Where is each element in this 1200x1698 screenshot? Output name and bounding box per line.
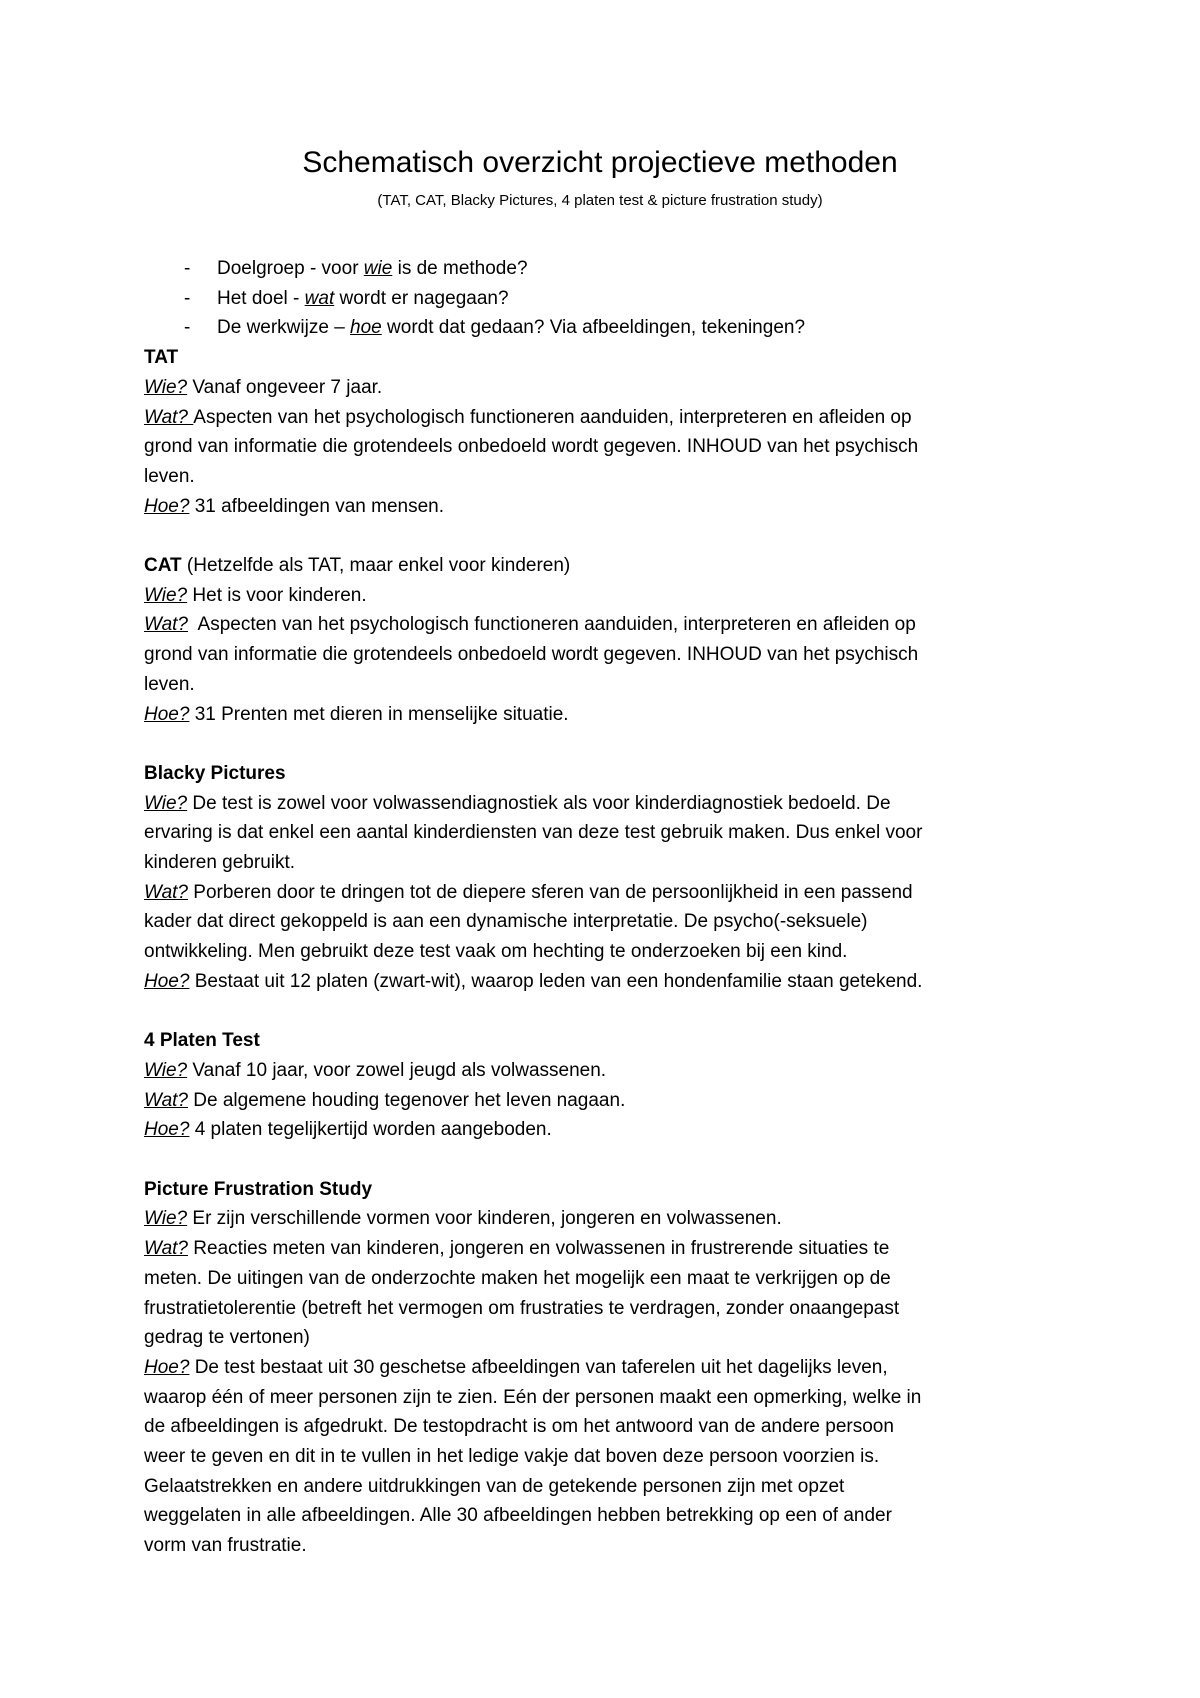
wie-label: Wie? [144, 792, 188, 814]
wie-text: Het is voor kinderen. [187, 584, 367, 606]
hoe-label: Hoe? [144, 495, 190, 517]
hoe-label: Hoe? [144, 1119, 190, 1141]
hoe-text: 4 platen tegelijkertijd worden aangeboden. [189, 1119, 552, 1141]
hoe-label: Hoe? [144, 703, 190, 725]
hoe-text: 31 afbeeldingen van mensen. [189, 495, 445, 517]
wat-line [144, 1086, 1084, 1116]
document-subtitle: (TAT, CAT, Blacky Pictures, 4 platen test & picture frustration study) [377, 192, 823, 209]
wat-line [144, 610, 1084, 640]
hoe-line [144, 700, 1084, 730]
wie-line: kinderen gebruikt. [144, 852, 296, 874]
section-tat [144, 343, 1084, 521]
wat-line: gedrag te vertonen) [144, 1327, 310, 1349]
wie-text: Er zijn verschillende vormen voor kinderen, jongeren en volwassenen. [187, 1208, 782, 1230]
question-text: De werkwijze – [217, 317, 351, 339]
hoe-line: vorm van frustratie. [144, 1535, 307, 1557]
wat-label: Wat? [144, 881, 189, 903]
document-body [144, 254, 1084, 1561]
wat-line: frustratietolerentie (betreft het vermogen om frustraties te verdragen, zonder onaangepast [144, 1297, 900, 1319]
wat-label: Wat? [144, 406, 194, 428]
hoe-line [144, 492, 1084, 522]
hoe-label: Hoe? [144, 970, 190, 992]
wat-text: Aspecten van het psychologisch functioneren aanduiden, interpreteren en afleiden op [193, 406, 912, 428]
list-dash: - [184, 287, 191, 309]
hoe-line: de afbeeldingen is afgedrukt. De testopdracht is om het antwoord van de andere persoon [144, 1416, 894, 1438]
section-heading-note: (Hetzelfde als TAT, maar enkel voor kinderen) [181, 555, 571, 577]
wat-line: kader dat direct gekoppeld is aan een dynamische interpretatie. De psycho(-seksuele) [144, 911, 868, 933]
question-text: is de methode? [392, 258, 528, 279]
blank-line [144, 729, 1084, 759]
blank-line [144, 997, 1084, 1027]
wie-line [144, 789, 1084, 819]
wie-label: Wie? [144, 584, 188, 606]
wat-text: De algemene houding tegenover het leven nagaan. [188, 1089, 626, 1111]
hoe-label: Hoe? [144, 1356, 190, 1378]
hoe-text: Bestaat uit 12 platen (zwart-wit), waarop leden van een hondenfamilie staan getekend. [189, 970, 923, 992]
document-title: Schematisch overzicht projectieve methoden [302, 146, 898, 179]
question-item-wie [144, 254, 1084, 284]
wie-line: ervaring is dat enkel een aantal kinderdiensten van deze test gebruik maken. Dus enkel voor [144, 822, 923, 844]
wie-label: Wie? [144, 1208, 188, 1230]
question-text: Het doel - [217, 287, 305, 309]
wat-label: Wat? [144, 614, 189, 636]
question-keyword: wat [304, 287, 335, 309]
wie-text: Vanaf ongeveer 7 jaar. [187, 376, 383, 398]
question-text: Doelgroep - voor [217, 258, 364, 279]
wat-line: leven. [144, 673, 195, 695]
wat-label: Wat? [144, 1238, 189, 1260]
section-heading: CAT [144, 555, 182, 577]
question-item-wat [144, 284, 1084, 314]
section-picture-frustration-study [144, 1175, 1084, 1561]
wie-line [144, 1056, 1084, 1086]
hoe-text: De test bestaat uit 30 geschetse afbeeldingen van taferelen uit het dagelijks leven, [189, 1356, 888, 1378]
wat-line: grond van informatie die grotendeels onbedoeld wordt gegeven. INHOUD van het psychisch [144, 644, 919, 666]
hoe-line: weggelaten in alle afbeeldingen. Alle 30 afbeeldingen hebben betrekking op een of ander [144, 1505, 892, 1527]
wie-line [144, 1204, 1084, 1234]
question-keyword: hoe [350, 317, 382, 339]
wie-line [144, 581, 1084, 611]
wie-text: De test is zowel voor volwassendiagnostiek als voor kinderdiagnostiek bedoeld. De [187, 792, 891, 814]
section-heading: Blacky Pictures [144, 762, 286, 784]
wie-text: Vanaf 10 jaar, voor zowel jeugd als volwassenen. [187, 1059, 607, 1081]
wat-line [144, 1234, 1084, 1264]
wat-line: grond van informatie die grotendeels onbedoeld wordt gegeven. INHOUD van het psychisch [144, 436, 919, 458]
wie-line [144, 373, 1084, 403]
wat-line [144, 878, 1084, 908]
wat-line: ontwikkeling. Men gebruikt deze test vaak om hechting te onderzoeken bij een kind. [144, 941, 848, 963]
section-heading: Picture Frustration Study [144, 1178, 373, 1200]
section-heading: TAT [144, 347, 179, 369]
hoe-line [144, 967, 1084, 997]
hoe-text: 31 Prenten met dieren in menselijke situatie. [189, 703, 569, 725]
question-item-hoe [144, 313, 1084, 343]
question-text: wordt er nagegaan? [334, 287, 509, 309]
hoe-line: weer te geven en dit in te vullen in het ledige vakje dat boven deze persoon voorzien is. [144, 1446, 880, 1468]
hoe-line [144, 1115, 1084, 1145]
wie-label: Wie? [144, 1059, 188, 1081]
blank-line [144, 1145, 1084, 1175]
wat-line: meten. De uitingen van de onderzochte maken het mogelijk een maat te verkrijgen op de [144, 1267, 891, 1289]
section-heading-line [144, 551, 1084, 581]
section-4-platen-test [144, 1026, 1084, 1145]
wat-label: Wat? [144, 1089, 189, 1111]
wat-text: Porberen door te dringen tot de diepere sferen van de persoonlijkheid in een passend [188, 881, 913, 903]
hoe-line: Gelaatstrekken en andere uitdrukkingen van de getekende personen zijn met opzet [144, 1475, 845, 1497]
wie-label: Wie? [144, 376, 188, 398]
list-dash: - [184, 317, 191, 339]
hoe-line [144, 1353, 1084, 1383]
wat-line [144, 403, 1084, 433]
section-heading: 4 Platen Test [144, 1030, 260, 1052]
hoe-line: waarop één of meer personen zijn te zien. Eén der personen maakt een opmerking, welke in [144, 1386, 922, 1408]
guiding-questions-list [144, 254, 1084, 343]
wat-line: leven. [144, 465, 195, 487]
wat-text: Reacties meten van kinderen, jongeren en volwassenen in frustrerende situaties te [188, 1238, 890, 1260]
blank-line [144, 521, 1084, 551]
wat-text: Aspecten van het psychologisch functioneren aanduiden, interpreteren en afleiden op [188, 614, 916, 636]
list-dash: - [184, 258, 191, 279]
question-keyword: wie [363, 258, 393, 279]
section-blacky-pictures [144, 759, 1084, 997]
question-text: wordt dat gedaan? Via afbeeldingen, tekeningen? [381, 317, 806, 339]
section-cat [144, 551, 1084, 729]
